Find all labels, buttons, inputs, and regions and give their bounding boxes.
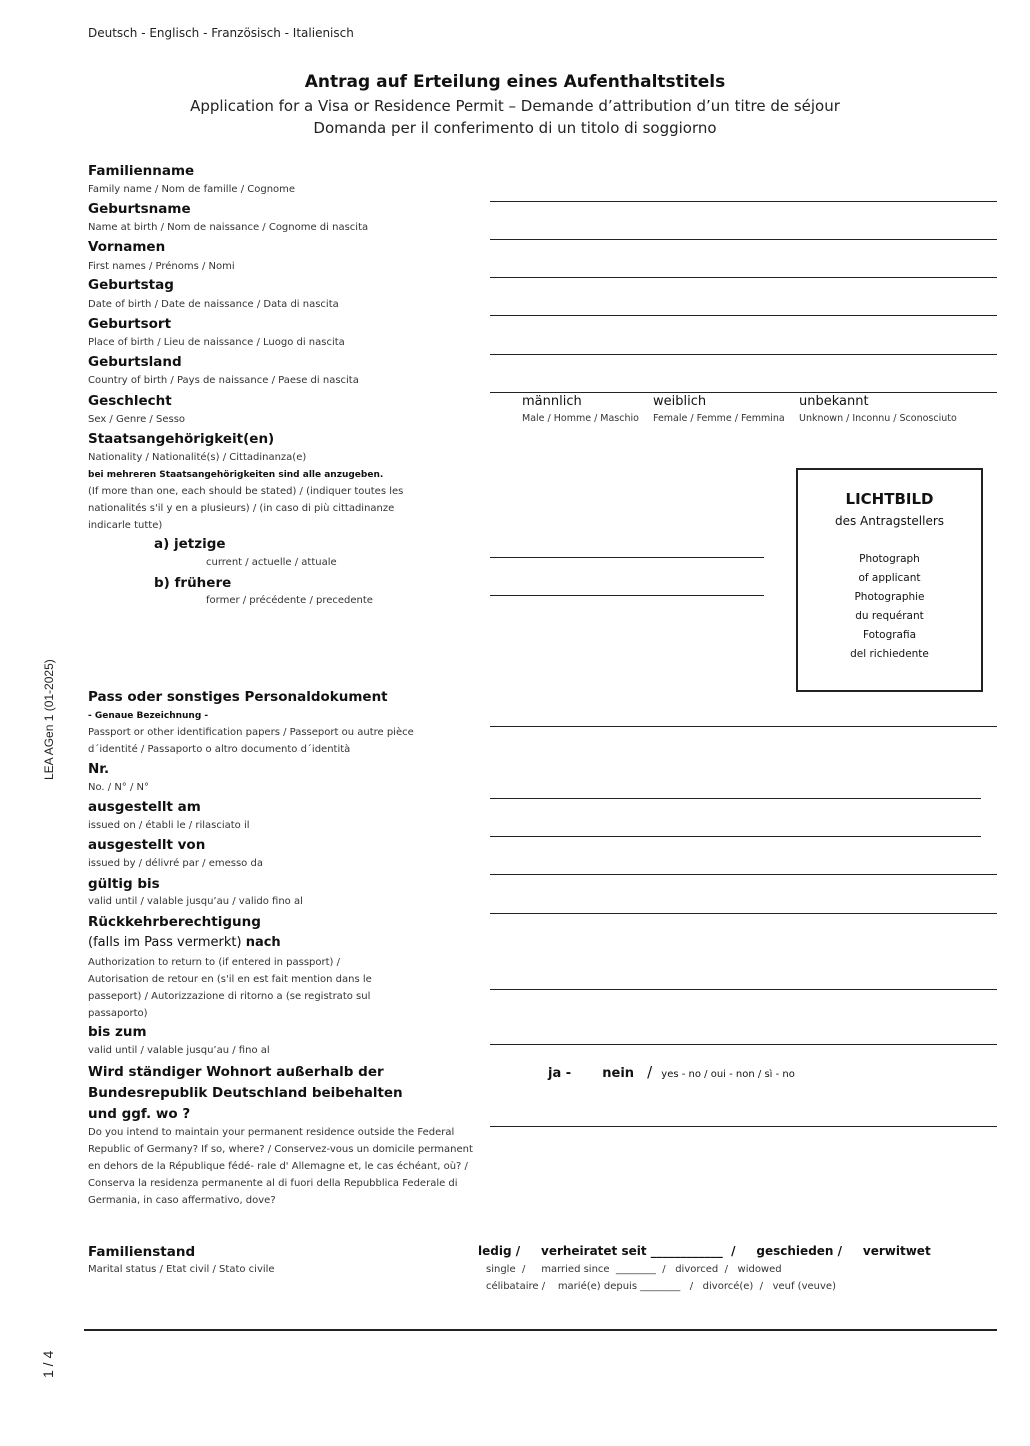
residence-sub: Do you intend to maintain your permanent residence outside the Federal Republic of Germany? If so, where? / Conservez-vous un domicile permanent en dehors de la République fédé- rale d' Allemagne et, le cas échéant, où? / Conserva la residenza permanente al di fuori della Repubblica Federale di Germania, in caso affermativo, dove? [88, 1127, 473, 1206]
birth-country-sub: Country of birth / Pays de naissance / Paese di nascita [88, 375, 359, 386]
birth-country-input[interactable] [490, 362, 1001, 394]
issued-on-label: ausgestellt am [88, 799, 201, 815]
nationality-note-bold: bei mehreren Staatsangehörigkeiten sind alle anzugeben. [88, 470, 384, 480]
nationality-former-line [490, 595, 764, 596]
photo-line: of applicant [858, 572, 921, 584]
family-name-input[interactable] [490, 171, 1001, 203]
photo-line: Photograph [859, 553, 920, 565]
form-title: Antrag auf Erteilung eines Aufenthaltstitels [304, 72, 726, 92]
valid-until-input[interactable] [490, 883, 1001, 915]
sex-option-female-sub: Female / Femme / Femmina [653, 413, 785, 424]
birth-date-label: Geburtstag [88, 277, 174, 293]
return-permit-line [490, 989, 997, 990]
return-permit-condition: (falls im Pass vermerkt) [88, 935, 242, 950]
nationality-current-line [490, 557, 764, 558]
issued-on-input[interactable] [490, 806, 985, 838]
nationality-current-sub: current / actuelle / attuale [206, 557, 337, 568]
photo-subtitle: des Antragstellers [834, 514, 945, 528]
bottom-divider [84, 1329, 997, 1331]
return-permit-label-2 [88, 935, 281, 950]
passport-number-input[interactable] [490, 768, 985, 800]
residence-no-option[interactable]: nein [602, 1066, 635, 1081]
return-until-input[interactable] [490, 1014, 1001, 1046]
sex-sub: Sex / Genre / Sesso [88, 414, 186, 425]
nationality-current-label: a) jetzige [154, 536, 226, 552]
valid-until-line [490, 913, 997, 914]
nationality-former-sub: former / précédente / precedente [206, 595, 373, 606]
photo-line: del richiedente [850, 648, 929, 660]
return-permit-input[interactable] [490, 959, 1001, 991]
residence-slash: / [647, 1063, 653, 1081]
photo-title: LICHTBILD [845, 490, 934, 508]
sex-option-male-sub: Male / Homme / Maschio [522, 413, 639, 424]
issued-on-sub: issued on / établi le / rilasciato il [88, 820, 250, 831]
passport-doc-line [490, 726, 997, 727]
issued-by-input[interactable] [490, 844, 1001, 876]
photo-line: Photographie [854, 591, 925, 603]
first-names-sub: First names / Prénoms / Nomi [88, 261, 235, 272]
marital-sub: Marital status / Etat civil / Stato civile [88, 1264, 275, 1275]
sex-option-male[interactable] [522, 394, 639, 424]
sex-label: Geschlecht [88, 393, 172, 409]
residence-yes-no [548, 1062, 795, 1081]
sex-option-male-label: männlich [522, 394, 582, 409]
nationality-current-input[interactable] [490, 527, 768, 559]
residence-yes-option[interactable]: ja - [548, 1066, 572, 1081]
birth-name-label: Geburtsname [88, 201, 191, 217]
issued-by-label: ausgestellt von [88, 837, 206, 853]
nationality-note: (If more than one, each should be stated) / (indiquer toutes les nationalités s'il y en a plusieurs) / (in caso di più cittadinanze indicarle tutte) [88, 486, 404, 531]
return-until-line [490, 1044, 997, 1045]
sex-option-female-label: weiblich [653, 394, 707, 409]
birth-place-label: Geburtsort [88, 316, 172, 332]
valid-until-sub: valid until / valable jusqu’au / valido fino al [88, 896, 303, 907]
sex-option-female[interactable] [653, 394, 785, 424]
return-until-label: bis zum [88, 1024, 147, 1040]
sex-option-unknown[interactable] [799, 394, 957, 424]
return-permit-label: Rückkehrberechtigung [88, 914, 261, 930]
birth-name-sub: Name at birth / Nom de naissance / Cognome di nascita [88, 222, 369, 233]
residence-line [490, 1126, 997, 1127]
return-until-sub: valid until / valable jusqu’au / fino al [88, 1045, 270, 1056]
passport-doc-note: - Genaue Bezeichnung - [88, 711, 209, 721]
issued-on-line [490, 836, 981, 837]
first-names-line [490, 277, 997, 278]
return-permit-to: nach [245, 935, 281, 950]
marital-options-en: single / married since ________ / divorced / widowed [486, 1264, 782, 1275]
sex-option-unknown-sub: Unknown / Inconnu / Sconosciuto [799, 413, 957, 424]
nationality-former-input[interactable] [490, 565, 768, 597]
nationality-sub: Nationality / Nationalité(s) / Cittadinanza(e) [88, 452, 307, 463]
marital-label: Familienstand [88, 1244, 196, 1260]
family-name-line [490, 201, 997, 202]
return-permit-sub: Authorization to return to (if entered in passport) / Autorisation de retour en (s'il en est fait mention dans le passeport) / Autorizzazione di ritorno a (se registrato sul passaporto) [88, 957, 372, 1019]
sex-option-unknown-label: unbekannt [799, 394, 869, 409]
photo-description [798, 550, 981, 664]
birth-country-line [490, 392, 997, 393]
language-list: Deutsch - Englisch - Französisch - Italienisch [88, 26, 354, 40]
birth-date-line [490, 315, 997, 316]
marital-options-de[interactable]: ledig / verheiratet seit ____________ / geschieden / verwitwet [478, 1244, 931, 1258]
passport-number-line [490, 798, 981, 799]
residence-label-line: und ggf. wo ? [88, 1106, 191, 1122]
birth-place-line [490, 354, 997, 355]
residence-label-line: Bundesrepublik Deutschland beibehalten [88, 1085, 403, 1101]
residence-translations: yes - no / oui - non / sì - no [661, 1069, 795, 1080]
birth-name-input[interactable] [490, 209, 1001, 241]
marital-options-fr: célibataire / marié(e) depuis ________ / divorcé(e) / veuf (veuve) [486, 1281, 836, 1292]
nationality-former-label: b) frühere [154, 575, 232, 591]
birth-date-sub: Date of birth / Date de naissance / Data di nascita [88, 299, 339, 310]
residence-label [88, 1062, 403, 1125]
family-name-label: Familienname [88, 163, 195, 179]
photo-line: du requérant [855, 610, 924, 622]
birth-date-input[interactable] [490, 285, 1001, 317]
photo-line: Fotografia [862, 629, 917, 641]
birth-place-sub: Place of birth / Lieu de naissance / Luogo di nascita [88, 337, 345, 348]
passport-number-label: Nr. [88, 761, 110, 777]
first-names-input[interactable] [490, 247, 1001, 279]
passport-number-sub: No. / N° / N° [88, 782, 150, 793]
form-subtitle-2: Domanda per il conferimento di un titolo di soggiorno [313, 119, 717, 137]
issued-by-line [490, 874, 997, 875]
birth-country-label: Geburtsland [88, 354, 182, 370]
first-names-label: Vornamen [88, 239, 166, 255]
passport-doc-label: Pass oder sonstiges Personaldokument [88, 689, 388, 705]
passport-doc-input[interactable] [490, 696, 1001, 728]
form-subtitle-1: Application for a Visa or Residence Permit – Demande d’attribution d’un titre de séjour [190, 97, 840, 115]
form-id: LEA AGen 1 (01-2025) [42, 659, 56, 780]
family-name-sub: Family name / Nom de famille / Cognome [88, 184, 296, 195]
photo-box [796, 468, 983, 692]
birth-place-input[interactable] [490, 324, 1001, 356]
issued-by-sub: issued by / délivré par / emesso da [88, 858, 263, 869]
birth-name-line [490, 239, 997, 240]
residence-label-line: Wird ständiger Wohnort außerhalb der [88, 1064, 384, 1080]
valid-until-label: gültig bis [88, 876, 160, 892]
residence-input[interactable] [490, 1096, 1001, 1128]
passport-doc-sub: Passport or other identification papers / Passeport ou autre pièce d´identité / Passaporto o altro documento d´identità [88, 727, 414, 755]
nationality-label: Staatsangehörigkeit(en) [88, 431, 275, 447]
page-number: 1 / 4 [40, 1350, 56, 1378]
